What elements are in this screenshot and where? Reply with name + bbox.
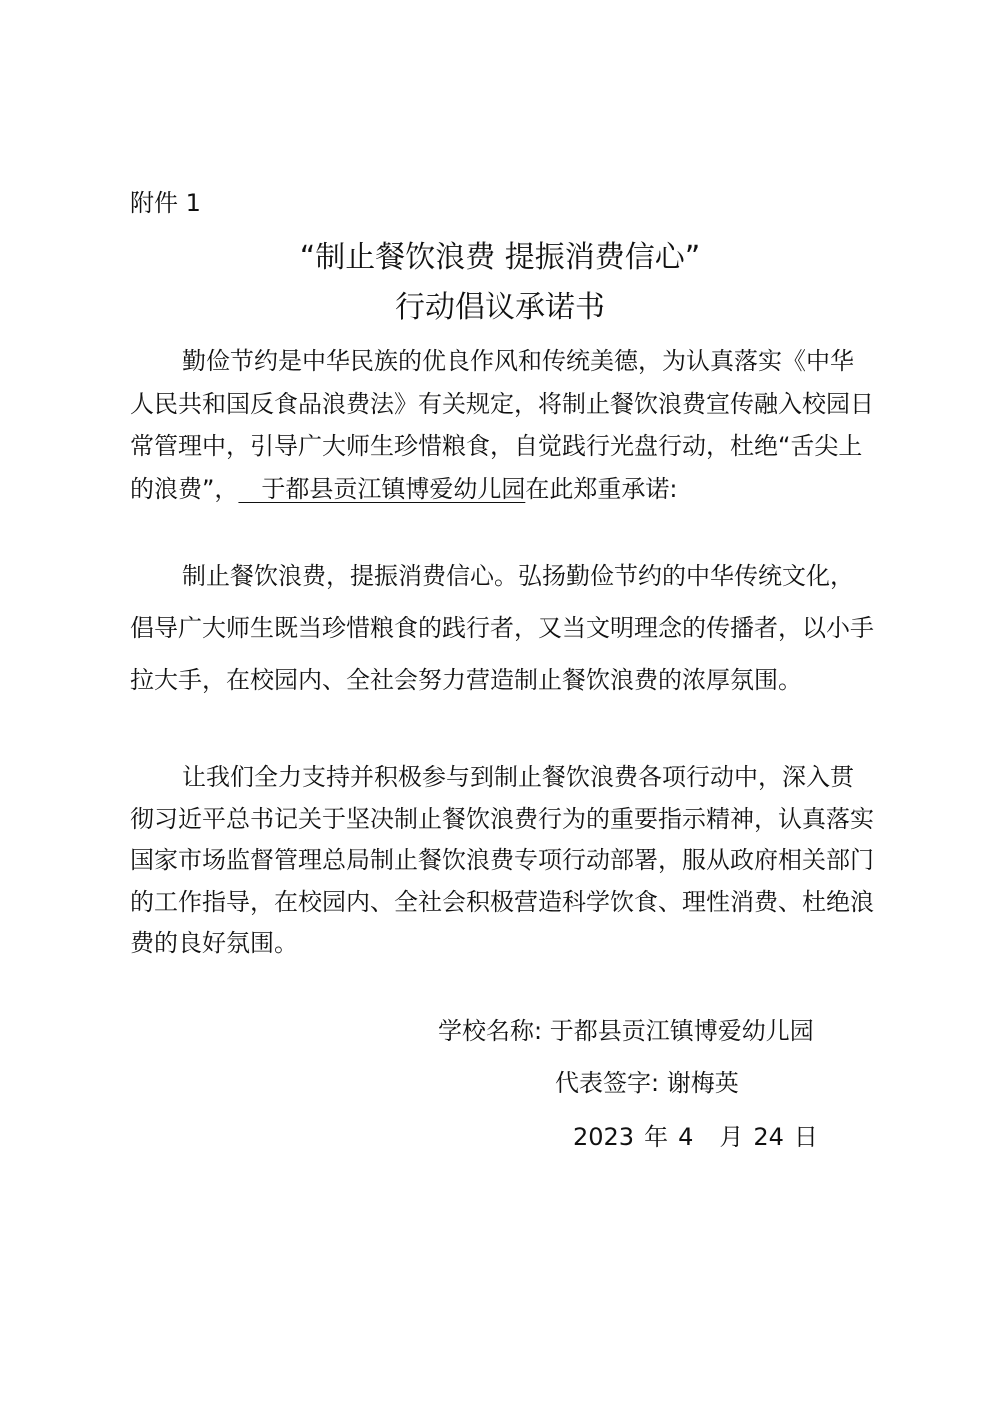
- school-label: 学校名称:: [438, 1017, 543, 1045]
- paragraph-commitment: [130, 757, 875, 965]
- paragraph-intro: [130, 340, 875, 510]
- signature-representative: [555, 1066, 739, 1100]
- document-title-line2: 行动倡议承诺书: [395, 290, 605, 325]
- date-month-unit: 月: [719, 1123, 744, 1151]
- document-title-line1: “制止餐饮浪费 提振消费信心”: [299, 240, 701, 275]
- school-name: 于都县贡江镇博爱幼儿园: [549, 1017, 814, 1045]
- date-day-unit: 日: [793, 1123, 818, 1151]
- rep-label: 代表签字:: [555, 1069, 660, 1097]
- rep-name: 谢梅英: [666, 1069, 739, 1097]
- signature-school: [438, 1014, 814, 1048]
- intro-text: 勤俭节约是中华民族的优良作风和传统美德，为认真落实《中华人民共和国反食品浪费法》有关规定，将制止餐饮浪费宣传融入校园日常管理中，引导广大师生珍惜粮食，自觉践行光盘行动，杜绝“舌尖上的浪费”，: [130, 347, 874, 503]
- date-year-unit: 年: [644, 1123, 669, 1151]
- attachment-label: 附件 1: [130, 189, 201, 217]
- signature-date: [573, 1120, 818, 1154]
- paragraph-pledge: [130, 550, 875, 706]
- date-month: 4: [678, 1123, 694, 1151]
- intro-text-end: 在此郑重承诺:: [525, 474, 678, 503]
- school-name-filled-blank: 于都县贡江镇博爱幼儿园: [238, 474, 526, 503]
- pledge-text: 制止餐饮浪费，提振消费信心。弘扬勤俭节约的中华传统文化，倡导广大师生既当珍惜粮食的践行者，又当文明理念的传播者，以小手拉大手，在校园内、全社会努力营造制止餐饮浪费的浓厚氛围。: [130, 562, 874, 694]
- commitment-text: 让我们全力支持并积极参与到制止餐饮浪费各项行动中，深入贯彻习近平总书记关于坚决制止餐饮浪费行为的重要指示精神，认真落实国家市场监督管理总局制止餐饮浪费专项行动部署，服从政府相关部门的工作指导，在校园内、全社会积极营造科学饮食、理性消费、杜绝浪费的良好氛围。: [130, 763, 874, 957]
- date-day: 24: [753, 1123, 784, 1151]
- date-year: 2023: [573, 1123, 635, 1151]
